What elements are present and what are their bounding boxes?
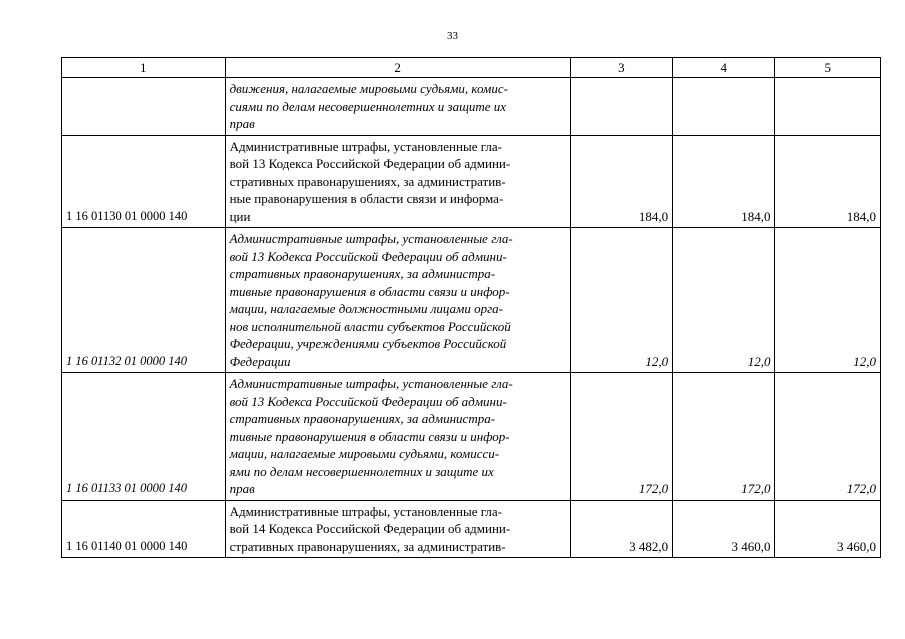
amount-cell-v3: 12,0 [570, 228, 672, 373]
budget-code-cell: 1 16 01130 01 0000 140 [62, 135, 226, 228]
description-line: нов исполнительной власти субъектов Российской [229, 318, 511, 334]
amount-cell-v3: 3 482,0 [570, 500, 672, 558]
description-line: тивные правонарушения в области связи и инфор- [229, 283, 510, 299]
description-line: движения, налагаемые мировыми судьями, комис- [229, 81, 508, 96]
amount-cell-v4: 172,0 [673, 373, 775, 501]
header-cell: 3 [570, 58, 672, 78]
budget-code-cell: 1 16 01140 01 0000 140 [62, 500, 226, 558]
header-cell: 1 [62, 58, 226, 78]
description-line: ями по делам несовершеннолетних и защите их [229, 463, 494, 479]
description-line: вой 14 Кодекса Российской Федерации об админи- [229, 521, 511, 536]
amount-cell-v4: 3 460,0 [673, 500, 775, 558]
description-line: стративных правонарушениях, за административ- [229, 173, 506, 189]
amount-cell-v5 [775, 78, 881, 136]
table-row [62, 373, 881, 501]
description-line: вой 13 Кодекса Российской Федерации об админи- [229, 156, 511, 171]
description-cell [225, 78, 570, 136]
table-body [62, 78, 881, 558]
description-line: вой 13 Кодекса Российской Федерации об админи- [229, 248, 507, 264]
description-line: мации, налагаемые мировыми судьями, комисси- [229, 446, 500, 461]
description-cell [225, 135, 570, 228]
description-line: стративных правонарушениях, за администра- [229, 266, 496, 281]
description-line: Административные штрафы, установленные гла- [229, 231, 513, 246]
amount-cell-v5: 3 460,0 [775, 500, 881, 558]
description-line: ции [229, 208, 251, 224]
amount-cell-v5: 12,0 [775, 228, 881, 373]
description-line: Административные штрафы, установленные гла- [229, 138, 502, 154]
description-cell [225, 228, 570, 373]
description-line: прав [229, 481, 255, 496]
table-row [62, 135, 881, 228]
amount-cell-v3: 172,0 [570, 373, 672, 501]
amount-cell-v5: 184,0 [775, 135, 881, 228]
page-number: 33 [447, 30, 458, 42]
description-line: Федерации, учреждениями субъектов Российской [229, 336, 507, 351]
table-row [62, 500, 881, 558]
budget-code-cell: 1 16 01133 01 0000 140 [62, 373, 226, 501]
description-line: Административные штрафы, установленные гла- [229, 503, 502, 519]
description-line: тивные правонарушения в области связи и инфор- [229, 428, 510, 444]
header-cell: 4 [673, 58, 775, 78]
table-row [62, 228, 881, 373]
description-line: вой 13 Кодекса Российской Федерации об админи- [229, 393, 507, 409]
amount-cell-v4: 12,0 [673, 228, 775, 373]
description-line: Федерации [229, 353, 291, 369]
amount-cell-v4: 184,0 [673, 135, 775, 228]
amount-cell-v5: 172,0 [775, 373, 881, 501]
header-cell: 2 [225, 58, 570, 78]
description-line: стративных правонарушениях, за административ- [229, 538, 506, 554]
description-line: Административные штрафы, установленные гла- [229, 376, 513, 391]
description-line: ные правонарушения в области связи и информа- [229, 191, 504, 206]
description-cell [225, 500, 570, 558]
description-line: сиями по делам несовершеннолетних и защите их [229, 98, 507, 114]
table-row [62, 78, 881, 136]
amount-cell-v3: 184,0 [570, 135, 672, 228]
header-cell: 5 [775, 58, 881, 78]
description-line: стративных правонарушениях, за администра- [229, 411, 496, 426]
budget-code-cell [62, 78, 226, 136]
budget-code-cell: 1 16 01132 01 0000 140 [62, 228, 226, 373]
header-row [62, 58, 881, 78]
description-line: прав [229, 116, 255, 131]
amount-cell-v4 [673, 78, 775, 136]
description-cell [225, 373, 570, 501]
budget-table [61, 57, 881, 558]
amount-cell-v3 [570, 78, 672, 136]
description-line: мации, налагаемые должностными лицами орга- [229, 301, 503, 316]
